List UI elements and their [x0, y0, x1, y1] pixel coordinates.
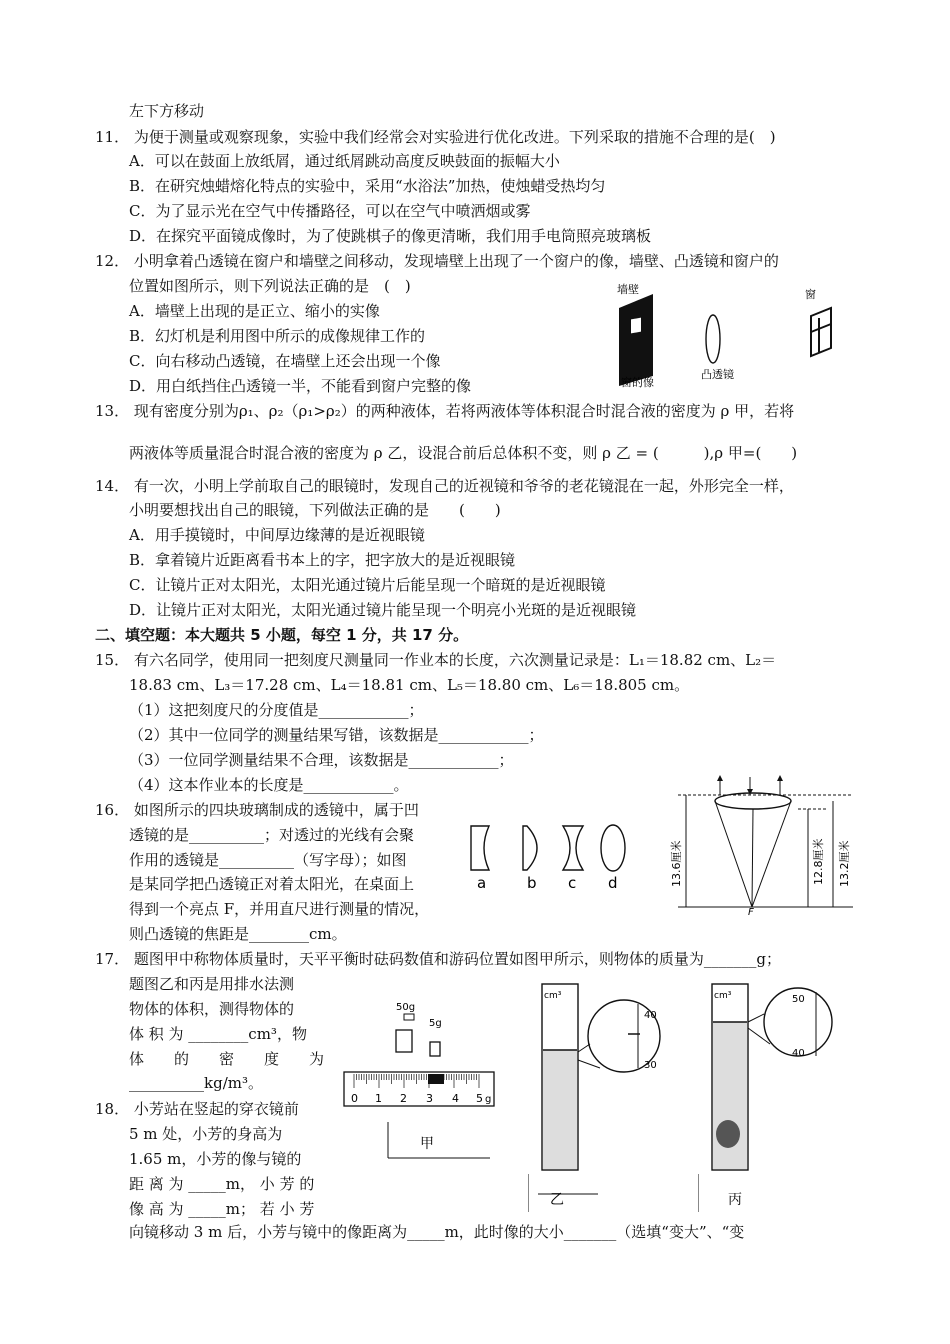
question-18-cont: 5 m 处，小芳的身高为	[129, 1125, 283, 1143]
focal-length-figure	[668, 775, 858, 915]
option-12d: D．用白纸挡住凸透镜一半，不能看到窗户完整的像	[129, 377, 472, 395]
question-14-cont: 小明要想找出自己的眼镜，下列做法正确的是 ( )	[129, 501, 501, 519]
option-14c: C．让镜片正对太阳光，太阳光通过镜片后能呈现一个暗斑的是近视眼镜	[129, 576, 606, 594]
weight-50g	[396, 1030, 412, 1052]
question-12-cont: 位置如图所示，则下列说法正确的是 ( )	[129, 277, 411, 295]
ruler-tick-label: 3	[426, 1092, 433, 1105]
object	[716, 1120, 740, 1148]
option-14b: B．拿着镜片近距离看书本上的字，把字放大的是近视眼镜	[129, 551, 516, 569]
window-shape	[811, 308, 831, 356]
wall-shape	[619, 294, 653, 386]
figure-jia-label: 甲	[420, 1136, 434, 1152]
figure-bing-label: 丙	[728, 1192, 742, 1208]
question-16: 16． 如图所示的四块玻璃制成的透镜中，属于凹	[95, 801, 419, 819]
water	[543, 1050, 577, 1169]
ruler-tick-label: 0	[351, 1092, 358, 1105]
question-12: 12． 小明拿着凸透镜在窗户和墙壁之间移动，发现墙壁上出现了一个窗户的像，墙壁、凸透镜和窗户的	[95, 252, 779, 270]
question-16-cont: 作用的透镜是__________（写字母）；如图	[129, 851, 407, 869]
distance-1: 13.6厘米	[670, 840, 683, 887]
question-15-part2: （2）其中一位同学的测量结果写错，该数据是____________；	[129, 726, 544, 744]
question-15-part3: （3）一位同学测量结果不合理，该数据是____________；	[129, 751, 514, 769]
option-14a: A．用手摸镜时，中间厚边缘薄的是近视眼镜	[129, 526, 425, 544]
option-12b: B．幻灯机是利用图中所示的成像规律工作的	[129, 327, 426, 345]
question-16-cont: 透镜的是__________；对透过的光线有会聚	[129, 826, 415, 844]
question-15-part1: （1）这把刻度尺的分度值是____________；	[129, 701, 424, 719]
question-17-cont: __________kg/m³。	[129, 1074, 263, 1092]
lens-window-figure	[605, 282, 845, 392]
distance-3: 13.2厘米	[838, 840, 851, 887]
lens-label: 凸透镜	[701, 368, 734, 381]
lens-b-shape	[523, 826, 537, 870]
ruler-tick-label: 2	[400, 1092, 407, 1105]
lens-a-shape	[471, 826, 489, 870]
cylinder-bing-figure	[698, 974, 848, 1214]
cylinder-yi-figure	[528, 974, 678, 1214]
section-heading: 二、填空题：本大题共 5 小题，每空 1 分，共 17 分。	[95, 626, 469, 644]
question-15-part4: （4）这本作业本的长度是____________。	[129, 776, 409, 794]
option-12a: A．墙壁上出现的是正立、缩小的实像	[129, 302, 380, 320]
question-17: 17． 题图甲中称物体质量时，天平平衡时砝码数值和游码位置如图甲所示，则物体的质量为_______g；	[95, 950, 781, 968]
figure-yi-label: 乙	[550, 1192, 564, 1208]
ruler-unit: g	[485, 1094, 492, 1105]
wall-label: 墙壁	[617, 283, 639, 296]
image-label: 窗的像	[621, 376, 654, 389]
question-18-cont: 向镜移动 3 m 后，小芳与镜中的像距离为_____m，此时像的大小_______（选填“变大”、“变	[129, 1223, 745, 1241]
window-image	[631, 318, 641, 334]
unit-label: cm³	[544, 991, 562, 1001]
svg-text:50: 50	[792, 994, 805, 1005]
question-16-cont: 是某同学把凸透镜正对着太阳光，在桌面上	[129, 875, 415, 893]
question-17-cont: 体 的 密 度 为	[129, 1050, 325, 1068]
question-18-cont: 像 高 为 _____m； 若 小 芳	[129, 1200, 315, 1218]
question-18-cont: 1.65 m，小芳的像与镜的	[129, 1150, 302, 1168]
question-13: 13． 现有密度分别为ρ₁、ρ₂（ρ₁>ρ₂）的两种液体，若将两液体等体积混合时混合液的密度为 ρ 甲，若将	[95, 402, 795, 420]
window-label: 窗	[805, 288, 816, 301]
option-11c: C．为了显示光在空气中传播路径，可以在空气中喷洒烟或雾	[129, 202, 531, 220]
unit-label: cm³	[714, 991, 732, 1001]
option-11b: B．在研究烛蜡熔化特点的实验中，采用“水浴法”加热，使烛蜡受热均匀	[129, 177, 606, 195]
option-11d: D．在探究平面镜成像时，为了使跳棋子的像更清晰，我们用手电筒照亮玻璃板	[129, 227, 652, 245]
option-12c: C．向右移动凸透镜，在墙壁上还会出现一个像	[129, 352, 441, 370]
question-15: 15． 有六名同学，使用同一把刻度尺测量同一作业本的长度，六次测量记录是：L₁＝18.82 cm、L₂＝	[95, 651, 777, 669]
lens-c-shape	[563, 826, 583, 870]
question-14: 14． 有一次，小明上学前取自己的眼镜时，发现自己的近视镜和爷爷的老花镜混在一起，外形完全一样，	[95, 477, 794, 495]
question-16-cont: 得到一个亮点 F，并用直尺进行测量的情况，	[129, 900, 430, 918]
ruler-tick-label: 5	[476, 1092, 483, 1105]
question-18-cont: 距 离 为 _____m， 小 芳 的	[129, 1175, 315, 1193]
rider	[428, 1074, 444, 1084]
question-11: 11． 为便于测量或观察现象，实验中我们经常会对实验进行优化改进。下列采取的措施不合理的是( )	[95, 128, 776, 146]
weight-5g	[430, 1042, 440, 1056]
lens-b-label: b	[527, 874, 537, 892]
question-17-cont: 物体的体积，测得物体的	[129, 1000, 295, 1018]
text-line: 左下方移动	[129, 102, 205, 120]
four-lenses-figure	[465, 822, 635, 892]
question-16-cont: 则凸透镜的焦距是________cm。	[129, 925, 347, 943]
lens-a-label: a	[477, 874, 487, 892]
option-11a: A．可以在鼓面上放纸屑，通过纸屑跳动高度反映鼓面的振幅大小	[129, 152, 560, 170]
question-13-cont: 两液体等质量混合时混合液的密度为 ρ 乙，设混合前后总体积不变，则 ρ 乙 = ( ),ρ 甲=( )	[129, 444, 798, 462]
question-17-cont: 题图乙和丙是用排水法测	[129, 975, 295, 993]
weight-50g-label: 50g	[396, 1002, 416, 1013]
question-15-cont: 18.83 cm、L₃＝17.28 cm、L₄＝18.81 cm、L₅＝18.80 cm、L₆＝18.805 cm。	[129, 676, 690, 694]
svg-text:40: 40	[792, 1048, 805, 1059]
lens-c-label: c	[568, 874, 577, 892]
option-14d: D．让镜片正对太阳光，太阳光通过镜片能呈现一个明亮小光斑的是近视眼镜	[129, 601, 637, 619]
balance-weights-figure	[340, 996, 500, 1161]
distance-2: 12.8厘米	[812, 838, 825, 885]
svg-text:40: 40	[644, 1010, 657, 1021]
weight-5g-label: 5g	[429, 1018, 442, 1029]
question-17-cont: 体 积 为 ________cm³，物	[129, 1025, 307, 1043]
ruler-tick-label: 1	[375, 1092, 382, 1105]
convex-lens	[706, 315, 720, 363]
focus-label: F	[748, 907, 754, 915]
lens-d-label: d	[608, 874, 618, 892]
lens-d-shape	[601, 825, 625, 871]
question-18: 18． 小芳站在竖起的穿衣镜前	[95, 1100, 299, 1118]
ruler-tick-label: 4	[452, 1092, 459, 1105]
svg-text:30: 30	[644, 1060, 657, 1071]
